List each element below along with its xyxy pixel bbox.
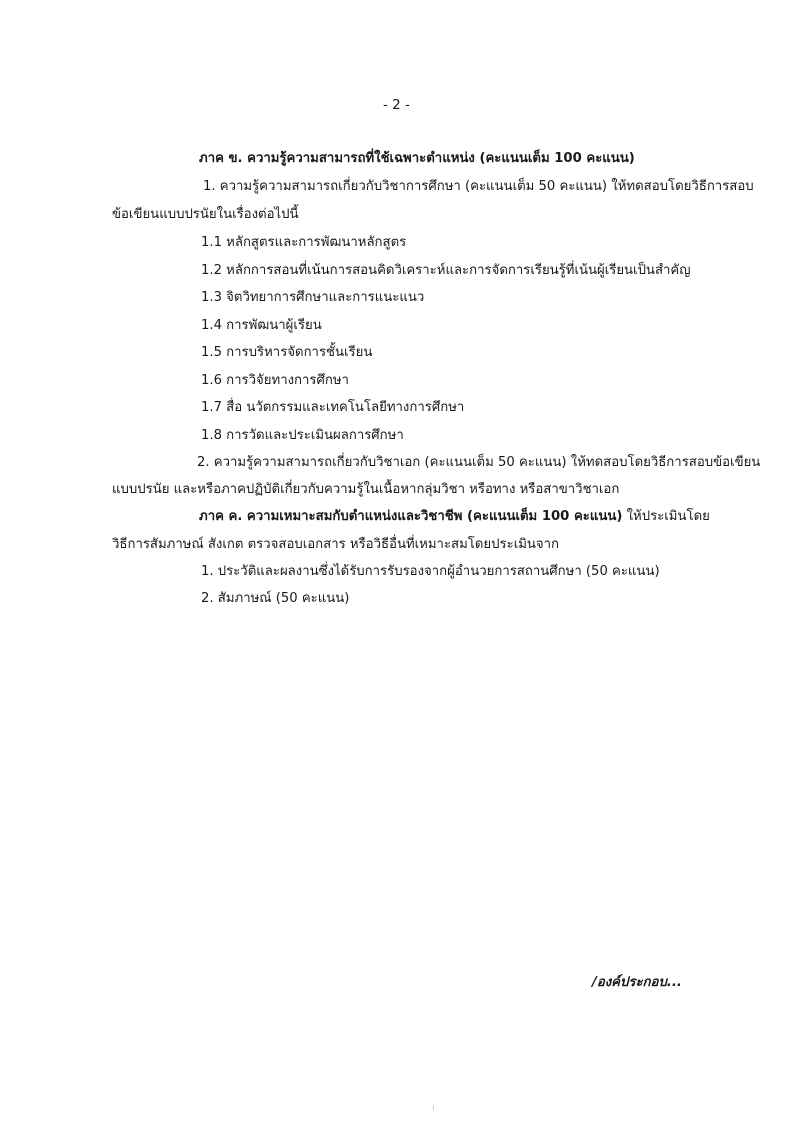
scan-speck [433, 1105, 434, 1110]
section-b-subitem: 1.7 สื่อ นวัตกรรมและเทคโนโลยีทางการศึกษา [201, 400, 465, 415]
section-c-heading: ภาค ค. ความเหมาะสมกับตำแหน่งและวิชาชีพ (คะแนนเต็ม 100 คะแนน) [199, 509, 623, 524]
section-b-subitem: 1.4 การพัฒนาผู้เรียน [201, 318, 322, 333]
section-b-subitem: 1.8 การวัดและประเมินผลการศึกษา [201, 428, 404, 443]
section-b-item1-line1: 1. ความรู้ความสามารถเกี่ยวกับวิชาการศึกษา (คะแนนเต็ม 50 คะแนน) ให้ทดสอบโดยวิธีการสอบ [203, 179, 754, 194]
section-b-item2-line2: แบบปรนัย และหรือภาคปฏิบัติเกี่ยวกับความรู้ในเนื้อหากลุ่มวิชา หรือทาง หรือสาขาวิชาเอก [112, 482, 620, 497]
section-b-subitem: 1.3 จิตวิทยาการศึกษาและการแนะแนว [201, 290, 425, 305]
continuation-note: /องค์ประกอบ... [592, 975, 682, 990]
section-c-item: 2. สัมภาษณ์ (50 คะแนน) [201, 591, 350, 606]
section-c-line2: วิธีการสัมภาษณ์ สังเกต ตรวจสอบเอกสาร หรือวิธีอื่นที่เหมาะสมโดยประเมินจาก [112, 537, 560, 552]
section-c-item: 1. ประวัติและผลงานซึ่งได้รับการรับรองจากผู้อำนวยการสถานศึกษา (50 คะแนน) [201, 564, 660, 579]
section-b-subitem: 1.5 การบริหารจัดการชั้นเรียน [201, 345, 373, 360]
section-b-item2-line1: 2. ความรู้ความสามารถเกี่ยวกับวิชาเอก (คะแนนเต็ม 50 คะแนน) ให้ทดสอบโดยวิธีการสอบข้อเขียน [197, 455, 761, 470]
section-c-heading-line [199, 508, 710, 526]
section-b-heading: ภาค ข. ความรู้ความสามารถที่ใช้เฉพาะตำแหน่ง (คะแนนเต็ม 100 คะแนน) [199, 151, 635, 166]
section-c-heading-tail: ให้ประเมินโดย [622, 509, 710, 524]
section-b-item1-line2: ข้อเขียนแบบปรนัยในเรื่องต่อไปนี้ [112, 207, 299, 222]
page-number: - 2 - [383, 97, 410, 113]
section-b-subitem: 1.1 หลักสูตรและการพัฒนาหลักสูตร [201, 235, 407, 250]
section-b-subitem: 1.6 การวิจัยทางการศึกษา [201, 373, 349, 388]
section-b-subitem: 1.2 หลักการสอนที่เน้นการสอนคิดวิเคราะห์และการจัดการเรียนรู้ที่เน้นผู้เรียนเป็นสำคัญ [201, 263, 691, 278]
